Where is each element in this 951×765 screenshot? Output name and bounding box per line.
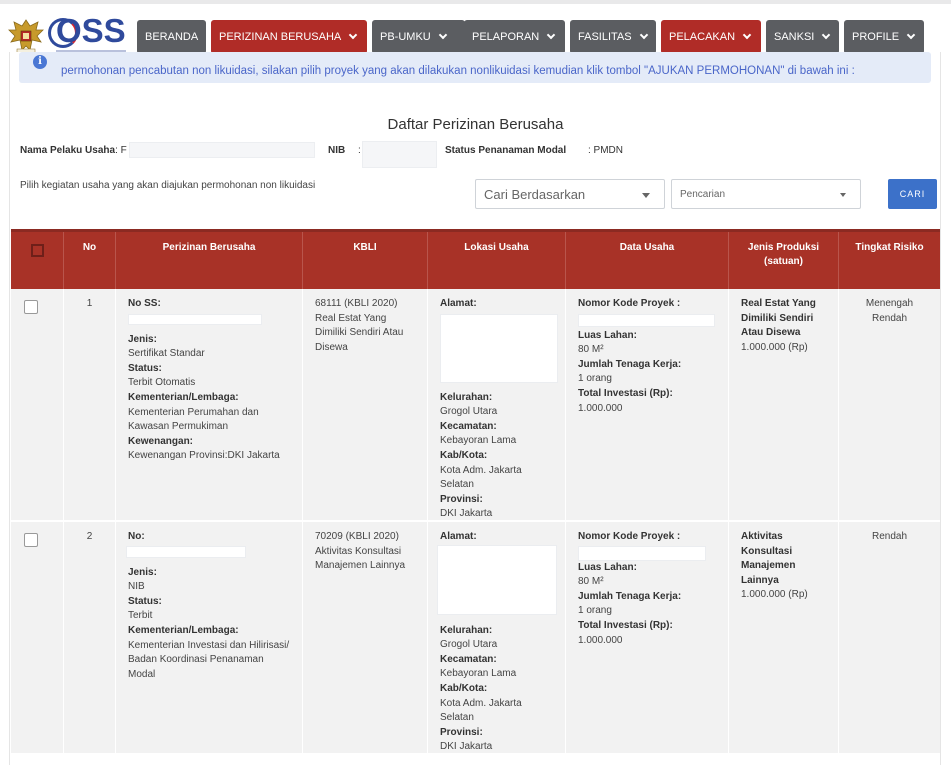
lokasi-cell — [428, 522, 566, 753]
kabkota-label: Kab/Kota: — [440, 682, 488, 694]
nav-beranda[interactable] — [137, 20, 206, 54]
nav-beranda-label: BERANDA — [145, 31, 199, 43]
caret-down-icon — [642, 193, 650, 198]
header-data-usaha: Data Usaha — [566, 232, 729, 292]
redacted-alamat — [440, 314, 558, 383]
lokasi-cell — [428, 289, 566, 520]
kbli-cell: 68111 (KBLI 2020) Real Estat Yang Dimiliki Sendiri Atau Disewa — [303, 289, 428, 520]
izin-no-label: No SS: — [128, 298, 161, 309]
nav-pbumku-label: PB-UMKU — [380, 31, 431, 43]
kabkota-label: Kab/Kota: — [440, 449, 488, 461]
page-title: Daftar Perizinan Berusaha — [387, 116, 564, 133]
luas-label: Luas Lahan: — [578, 329, 637, 341]
nav-fasilitas[interactable] — [570, 20, 656, 54]
row-no: 2 — [64, 522, 116, 753]
kecamatan-value: Kebayoran Lama — [440, 668, 517, 680]
header-select-all — [11, 232, 64, 292]
nav-pelacakan-label: PELACAKAN — [669, 31, 736, 43]
kementerian-label: Kementerian/Lembaga: — [128, 624, 239, 636]
table-row — [11, 522, 940, 755]
nav-profile[interactable] — [844, 20, 924, 54]
jenis-produksi-cell — [729, 289, 839, 520]
produksi-value: 1.000.000 (Rp) — [741, 589, 808, 601]
produksi-value: 1.000.000 (Rp) — [741, 341, 808, 353]
tingkat-risiko-cell: Menengah Rendah — [865, 298, 914, 324]
nav-sanksi[interactable] — [766, 20, 839, 54]
investasi-label: Total Investasi (Rp): — [578, 387, 673, 399]
nav-perizinan-label: PERIZINAN BERUSAHA — [219, 31, 342, 43]
kewenangan-value: Kewenangan Provinsi:DKI Jakarta — [128, 450, 280, 462]
redacted-kode-proyek — [578, 546, 706, 561]
row-checkbox[interactable] — [24, 300, 38, 314]
search-input[interactable] — [671, 179, 861, 209]
chevron-down-icon — [639, 31, 647, 39]
tenaga-value: 1 orang — [578, 605, 612, 617]
garuda-icon — [8, 16, 44, 54]
chevron-down-icon — [907, 31, 915, 39]
luas-value: 80 M² — [578, 344, 604, 356]
search-input-value: Pencarian — [680, 188, 726, 200]
perizinan-cell — [116, 522, 303, 753]
status-value: : PMDN — [588, 145, 623, 156]
kementerian-value: Kementerian Perumahan dan Kawasan Permukiman — [128, 406, 259, 433]
kementerian-label: Kementerian/Lembaga: — [128, 391, 239, 403]
nav-pelaporan-label: PELAPORAN — [472, 31, 540, 43]
provinsi-value: DKI Jakarta — [440, 741, 493, 753]
select-hint: Pilih kegiatan usaha yang akan diajukan permohonan non likuidasi — [20, 180, 316, 191]
perizinan-cell — [116, 289, 303, 520]
kelurahan-label: Kelurahan: — [440, 624, 493, 636]
luas-value: 80 M² — [578, 576, 604, 588]
nav-sanksi-label: SANKSI — [774, 31, 815, 43]
alamat-label: Alamat: — [440, 531, 477, 542]
header-perizinan: Perizinan Berusaha — [116, 232, 303, 292]
alamat-label: Alamat: — [440, 298, 477, 309]
investasi-value: 1.000.000 — [578, 634, 623, 646]
nama-separator: : F — [115, 145, 127, 156]
info-icon: i — [33, 55, 47, 69]
kelurahan-value: Grogol Utara — [440, 639, 498, 651]
search-button[interactable]: CARI — [888, 179, 937, 209]
status-value: Terbit Otomatis — [128, 377, 196, 389]
tenaga-label: Jumlah Tenaga Kerja: — [578, 590, 682, 602]
produksi-name: Aktivitas Konsultasi Manajemen Lainnya — [741, 531, 796, 586]
redacted-alamat — [437, 545, 557, 615]
row-select-cell — [11, 289, 64, 520]
redacted-izin-no — [126, 546, 246, 558]
kabkota-value: Kota Adm. Jakarta Selatan — [440, 697, 522, 724]
nav-perizinan-berusaha[interactable] — [211, 20, 367, 54]
provinsi-label: Provinsi: — [440, 493, 483, 505]
nib-separator: : — [358, 145, 361, 156]
kementerian-value: Kementerian Investasi dan Hilirisasi/ Badan Koordinasi Penanaman Modal — [128, 639, 290, 680]
kecamatan-value: Kebayoran Lama — [440, 435, 517, 447]
alert-line-2: permohonan pencabutan non likuidasi, silakan pilih proyek yang akan dilakukan nonlikuidasi kemudian klik tombol "AJUKAN PERMOHONAN" di bawah ini : — [61, 65, 855, 77]
row-no: 1 — [64, 289, 116, 520]
produksi-name: Real Estat Yang Dimiliki Sendiri Atau Disewa — [741, 298, 816, 339]
search-by-value: Cari Berdasarkan — [484, 186, 586, 202]
nav-pelacakan[interactable] — [661, 20, 761, 54]
status-value: Terbit — [128, 610, 153, 622]
nav-pelaporan[interactable] — [464, 20, 565, 54]
caret-down-icon — [840, 193, 846, 197]
data-usaha-cell — [566, 522, 729, 753]
select-all-checkbox[interactable] — [31, 244, 44, 257]
chevron-down-icon — [547, 31, 555, 39]
tenaga-label: Jumlah Tenaga Kerja: — [578, 358, 682, 370]
header-jenis-produksi: Jenis Produksi (satuan) — [729, 232, 839, 292]
redacted-nama — [129, 142, 315, 158]
redacted-nib — [362, 141, 437, 168]
nav-profile-label: PROFILE — [852, 31, 900, 43]
proyek-label: Nomor Kode Proyek : — [578, 531, 681, 542]
oss-logo-text: OSS — [56, 12, 126, 49]
jenis-label: Jenis: — [128, 333, 157, 345]
header-tingkat-risiko: Tingkat Risiko — [855, 242, 924, 253]
izin-no-label: No: — [128, 531, 145, 542]
provinsi-label: Provinsi: — [440, 726, 483, 738]
chevron-down-icon — [349, 31, 357, 39]
kelurahan-label: Kelurahan: — [440, 391, 493, 403]
kbli-cell: 70209 (KBLI 2020) Aktivitas Konsultasi Manajemen Lainnya — [303, 522, 428, 753]
nib-info — [328, 145, 345, 156]
kecamatan-label: Kecamatan: — [440, 420, 497, 432]
search-by-dropdown[interactable] — [475, 179, 665, 209]
chevron-down-icon — [438, 31, 446, 39]
status-label: Status: — [128, 362, 162, 374]
proyek-label: Nomor Kode Proyek : — [578, 298, 681, 309]
kabkota-value: Kota Adm. Jakarta Selatan — [440, 464, 522, 491]
jenis-value: Sertifikat Standar — [128, 348, 205, 360]
jenis-produksi-cell — [729, 522, 839, 753]
header-lokasi: Lokasi Usaha — [428, 232, 566, 292]
chevron-down-icon — [822, 31, 830, 39]
kewenangan-label: Kewenangan: — [128, 435, 194, 447]
jenis-value: NIB — [128, 581, 145, 593]
data-usaha-cell — [566, 289, 729, 520]
luas-label: Luas Lahan: — [578, 561, 637, 573]
redacted-izin-no — [128, 314, 262, 325]
tenaga-value: 1 orang — [578, 373, 612, 385]
nama-pelaku-usaha — [20, 145, 127, 156]
header-kbli: KBLI — [303, 232, 428, 292]
status-label: Status: — [128, 595, 162, 607]
investasi-label: Total Investasi (Rp): — [578, 619, 673, 631]
nav-fasilitas-label: FASILITAS — [578, 31, 632, 43]
info-alert — [19, 52, 931, 83]
kelurahan-value: Grogol Utara — [440, 406, 498, 418]
table-header — [11, 229, 940, 289]
row-checkbox[interactable] — [24, 533, 38, 547]
redacted-kode-proyek — [578, 314, 715, 327]
kecamatan-label: Kecamatan: — [440, 653, 497, 665]
nib-label: NIB — [328, 145, 346, 156]
tingkat-risiko-cell: Rendah — [871, 531, 908, 542]
header-no: No — [64, 232, 116, 292]
nama-label: Nama Pelaku Usaha — [20, 145, 116, 156]
status-penanaman-modal — [445, 145, 566, 156]
investasi-value: 1.000.000 — [578, 402, 623, 414]
status-label: Status Penanaman Modal — [445, 145, 567, 156]
chevron-down-icon — [743, 31, 751, 39]
alert-text — [61, 52, 923, 83]
nav-pb-umku[interactable] — [372, 20, 465, 54]
jenis-label: Jenis: — [128, 566, 157, 578]
row-select-cell — [11, 522, 64, 753]
table-row — [11, 289, 940, 522]
provinsi-value: DKI Jakarta — [440, 508, 493, 520]
